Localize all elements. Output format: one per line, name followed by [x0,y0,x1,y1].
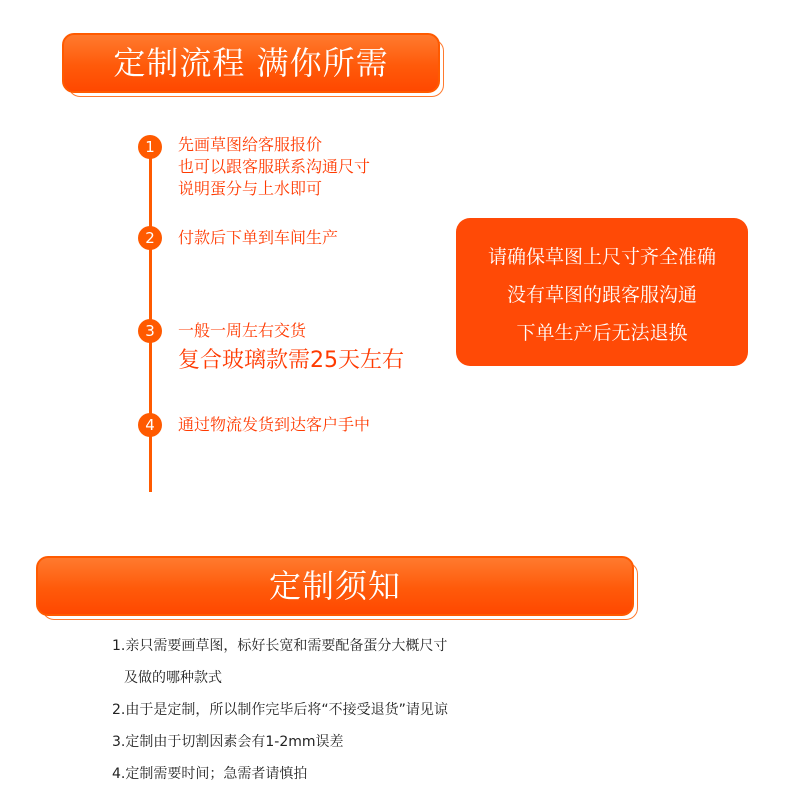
timeline-line [149,140,152,492]
step-1-badge: 1 [138,135,162,159]
step-1-line-1: 先画草图给客服报价 [178,135,323,154]
rule-3: 3.定制由于切割因素会有1-2mm误差 [112,734,344,750]
step-2-text [178,227,338,249]
step-3-line-2: 复合玻璃款需25天左右 [178,348,404,373]
step-4-text [178,414,370,436]
notice-box [456,218,748,366]
step-1-text [178,134,370,200]
step-3-badge: 3 [138,319,162,343]
notice-line-1: 请确保草图上尺寸齐全准确 [487,246,716,268]
rules-list [112,630,448,790]
step-1-line-2: 也可以跟客服联系沟通尺寸 [178,157,371,176]
step-3-text [178,320,404,376]
step-2-line-1: 付款后下单到车间生产 [178,228,339,247]
process-banner [62,33,440,93]
process-banner-title: 定制流程 满你所需 [113,44,389,82]
step-4-line-1: 通过物流发货到达客户手中 [178,415,371,434]
rule-1: 1.亲只需要画草图，标好长宽和需要配备蛋分大概尺寸 [112,638,448,654]
rule-1-continued: 及做的哪种款式 [124,670,222,686]
notice-line-2: 没有草图的跟客服沟通 [506,284,697,306]
step-3-line-1: 一般一周左右交货 [178,321,307,340]
notes-banner-title: 定制须知 [268,567,401,605]
step-4-badge: 4 [138,413,162,437]
step-1-line-3: 说明蛋分与上水即可 [178,179,323,198]
rule-2: 2.由于是定制，所以制作完毕后将“不接受退货”请见谅 [112,702,448,718]
notes-banner [36,556,634,616]
notice-line-3: 下单生产后无法退换 [516,322,688,344]
rule-4: 4.定制需要时间；急需者请慎拍 [112,766,308,782]
step-2-badge: 2 [138,226,162,250]
